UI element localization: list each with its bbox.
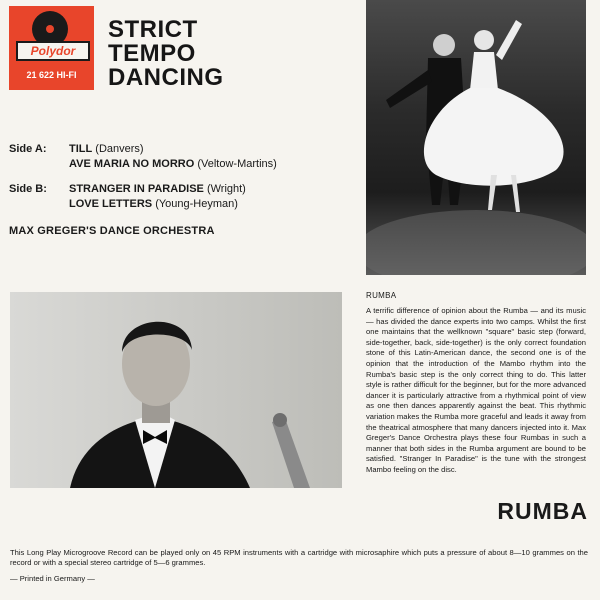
- side-b-track-1: [9, 181, 246, 197]
- track-title: LOVE LETTERS: [69, 198, 153, 210]
- dancing-couple-illustration: [366, 0, 586, 275]
- track-composer: (Danvers): [95, 143, 144, 155]
- side-a-track-1: [9, 141, 144, 157]
- side-b-track-2: [69, 196, 238, 212]
- track-title: TILL: [69, 143, 93, 155]
- album-title: [108, 18, 348, 90]
- conductor-portrait-illustration: [10, 292, 342, 488]
- track-title: STRANGER IN PARADISE: [69, 183, 204, 195]
- artist-name: MAX GREGER'S DANCE ORCHESTRA: [9, 225, 215, 237]
- track-composer: (Young-Heyman): [155, 198, 238, 210]
- logo-brand: Polydor: [16, 41, 90, 61]
- side-b-label: Side B:: [9, 183, 47, 195]
- track-composer: (Veltow-Martins): [197, 158, 277, 170]
- catalog-number: 21 622 HI-FI: [26, 70, 77, 80]
- dancing-couple-photo: [366, 0, 586, 275]
- playback-notice: This Long Play Microgroove Record can be played only on 45 RPM instruments with a cartridge with microsaphire which puts a pressure of about 8—10 grammes on the record or with a special stereo cartridge of 5—6 grammes.: [10, 548, 588, 567]
- track-title: AVE MARIA NO MORRO: [69, 158, 195, 170]
- description-heading: RUMBA: [366, 291, 397, 300]
- dance-style-title: RUMBA: [497, 498, 588, 524]
- title-line-2: TEMPO: [108, 40, 196, 67]
- conductor-portrait-photo: [10, 292, 342, 488]
- description-body: A terrific difference of opinion about the Rumba — and its music — has divided the dance experts into two camps. Whilst the first one maintains that the wellknown "square" basic step (forward, side-together, back, side-together) is the only correct foundation stone of this Latin-American dance, the second one is of the opinion that the introduction of the Mambo rhythm into the Rumba's basic step is the only correct thing to do. This latter style is rather difficult for the beginner, but for the more advanced dancer it is particularly attractive from a rhythmical point of view as one then dances apparently against the beat. This rhythmic variation makes the Rumba more graceful and leads it away from the theatrical atmosphere that many dancers injected into it. Max Greger's Dance Orchestra plays these four Rumbas in such a manner that both sides in the Rumba argument are bound to be satisfied. "Stranger In Paradise" is the tune with the strongest Mambo feeling on the disc.: [366, 306, 586, 474]
- title-line-1: STRICT: [108, 16, 198, 43]
- polydor-logo: [9, 6, 94, 90]
- side-a-label: Side A:: [9, 143, 47, 155]
- track-composer: (Wright): [206, 183, 246, 195]
- printed-in-germany: — Printed in Germany —: [10, 574, 95, 583]
- side-a-track-2: [69, 156, 277, 172]
- title-line-3: DANCING: [108, 64, 224, 91]
